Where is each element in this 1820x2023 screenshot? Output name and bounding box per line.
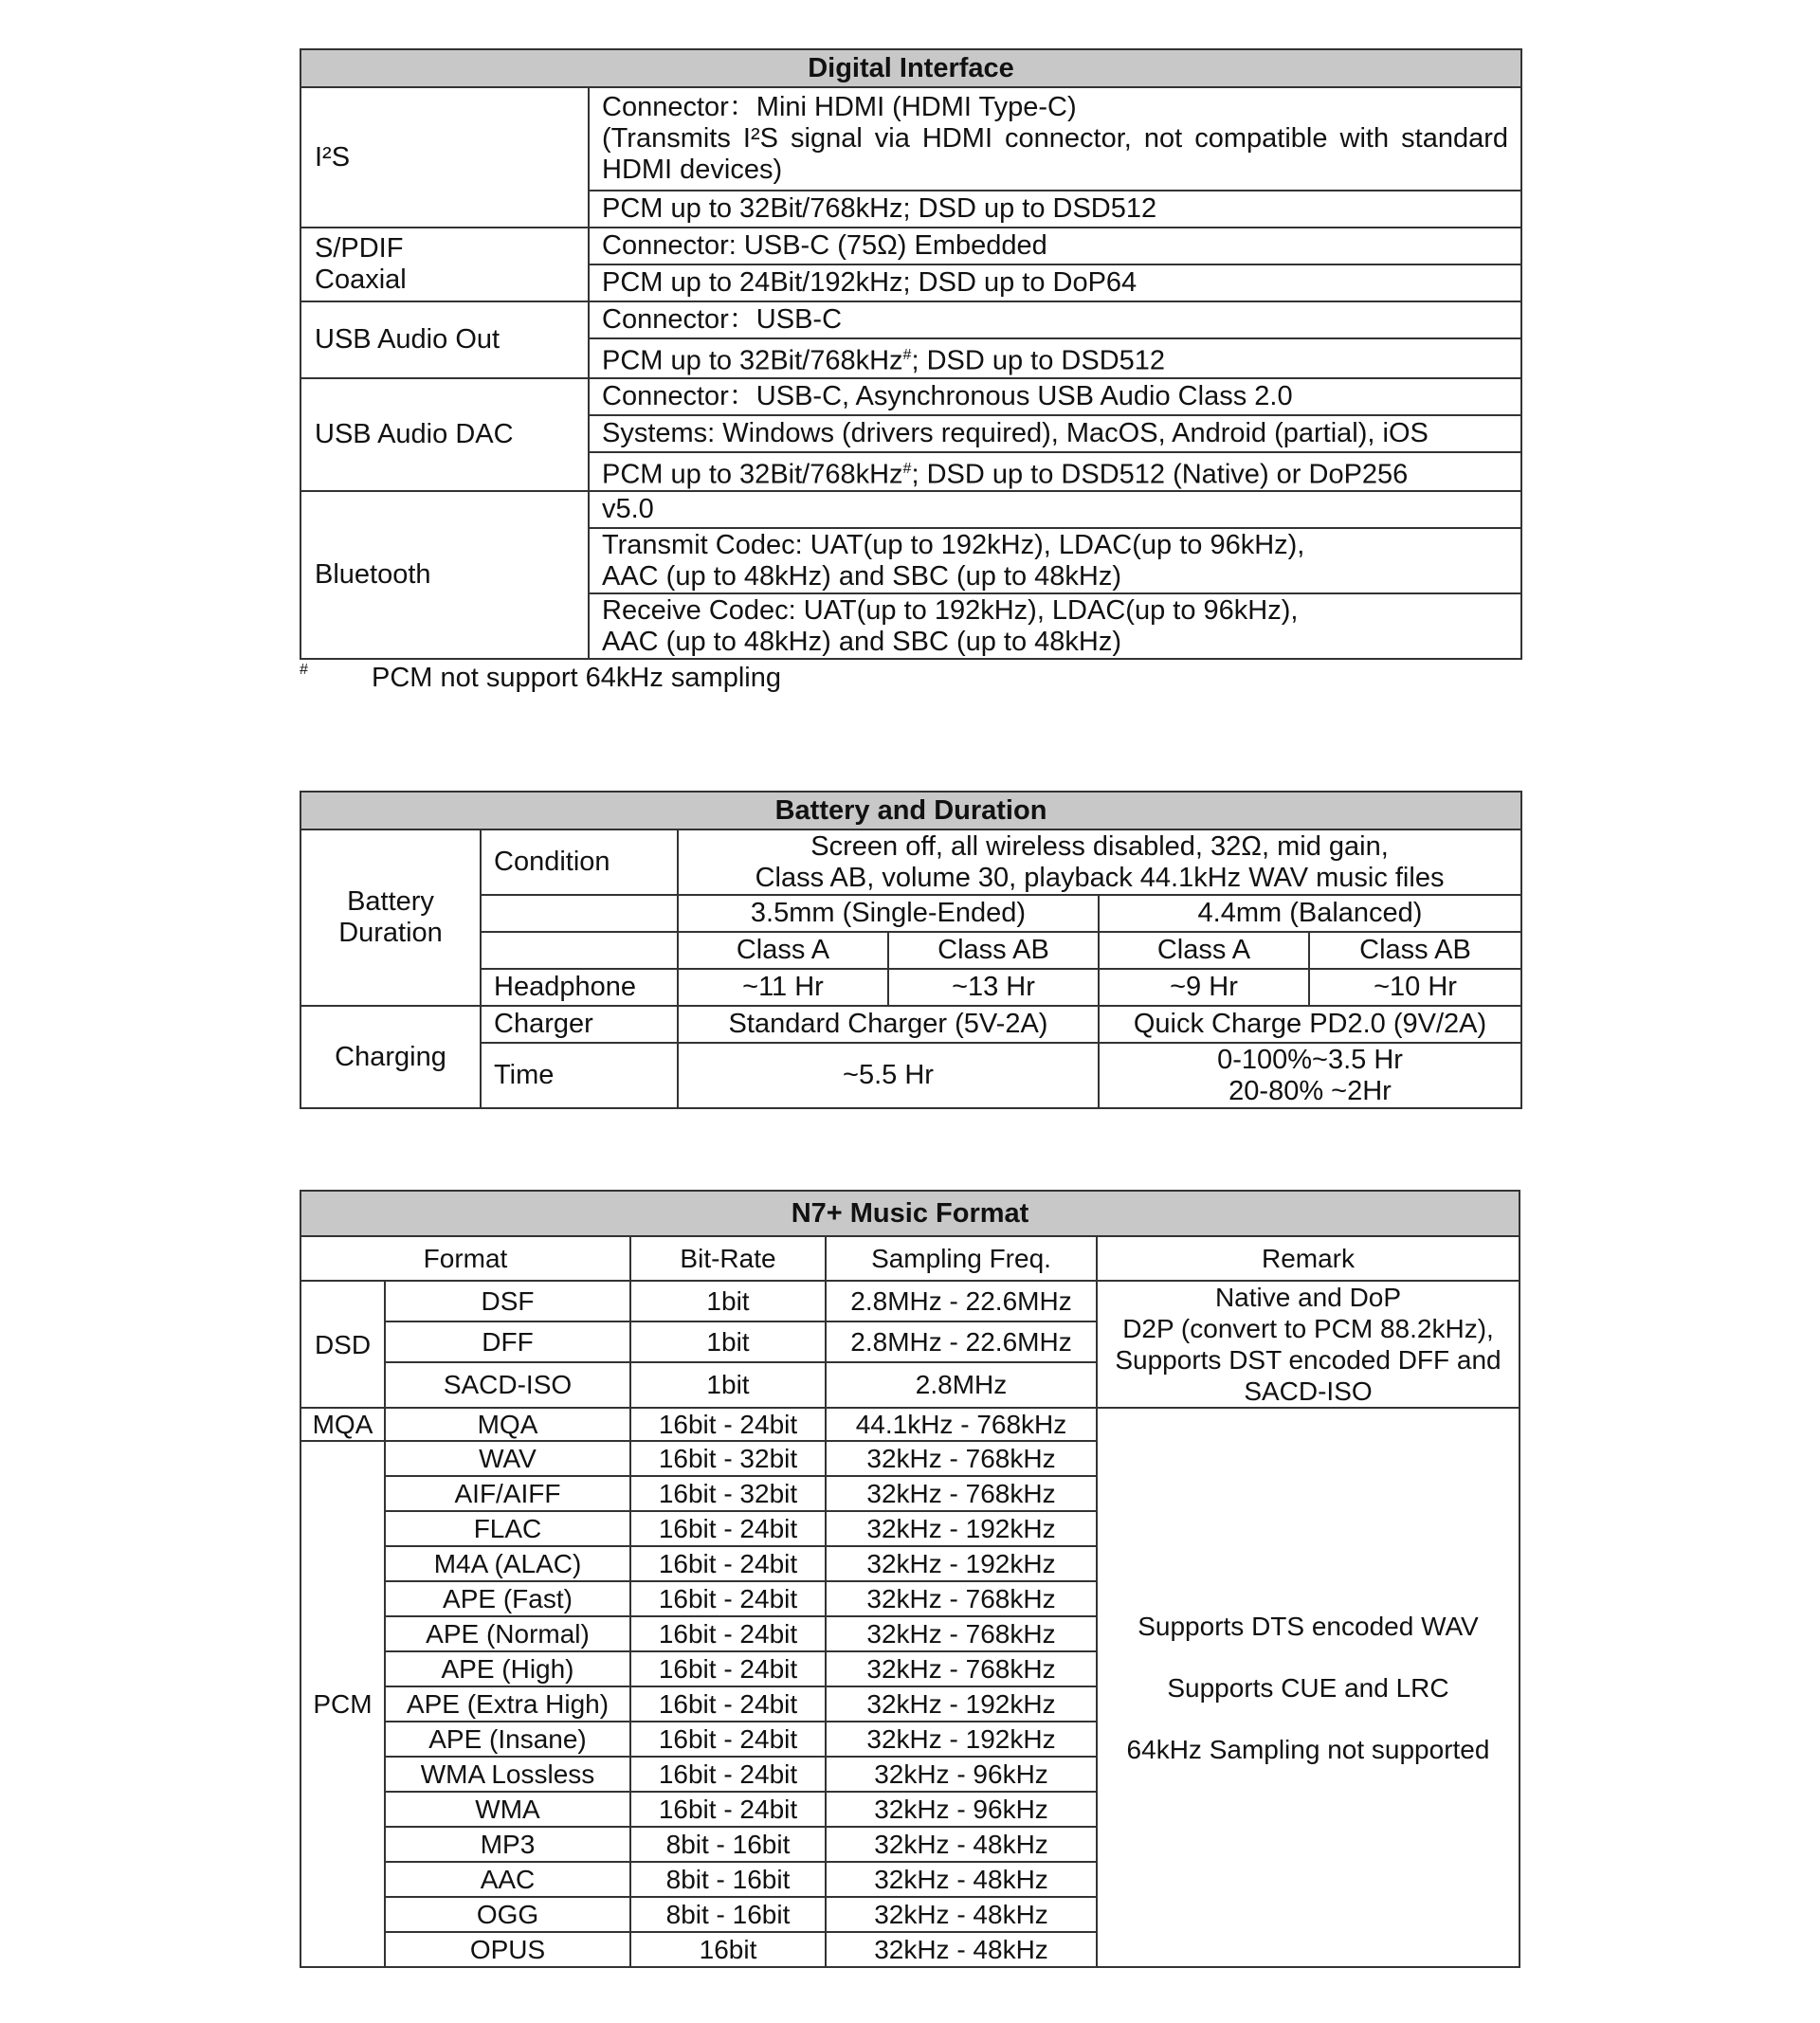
format-name: AIF/AIFF — [385, 1476, 630, 1511]
bal-class-ab: Class AB — [1309, 932, 1521, 969]
dsd-group-label: DSD — [300, 1281, 385, 1408]
pcm-group-label: PCM — [300, 1441, 385, 1967]
usb-audio-dac-formats-post: ; DSD up to DSD512 (Native) or DoP256 — [911, 459, 1409, 490]
header-bitrate: Bit-Rate — [630, 1236, 826, 1281]
battery-label-line2: Duration — [338, 918, 443, 948]
format-name: APE (Fast) — [385, 1581, 630, 1616]
se-class-a: Class A — [678, 932, 888, 969]
time-label: Time — [481, 1043, 678, 1108]
dsd-remark-line4: SACD-ISO — [1244, 1376, 1373, 1406]
footnote-mark: # — [902, 347, 912, 363]
format-name: OPUS — [385, 1932, 630, 1967]
time-standard: ~5.5 Hr — [678, 1043, 1099, 1108]
format-name: M4A (ALAC) — [385, 1546, 630, 1581]
empty-cell — [481, 895, 678, 932]
format-bitrate: 8bit - 16bit — [630, 1827, 826, 1862]
format-freq: 32kHz - 48kHz — [826, 1862, 1097, 1897]
footnote-symbol: # — [300, 662, 308, 678]
format-name: DSF — [385, 1281, 630, 1321]
usb-audio-dac-formats-pre: PCM up to 32Bit/768kHz — [602, 459, 903, 490]
music-format-title: N7+ Music Format — [300, 1191, 1520, 1236]
format-name: APE (Insane) — [385, 1722, 630, 1757]
battery-duration-table — [300, 791, 1522, 1109]
format-freq: 32kHz - 96kHz — [826, 1792, 1097, 1827]
format-bitrate: 16bit - 24bit — [630, 1651, 826, 1686]
header-sampling: Sampling Freq. — [826, 1236, 1097, 1281]
se-class-ab: Class AB — [888, 932, 1099, 969]
format-name: WAV — [385, 1441, 630, 1476]
format-bitrate: 8bit - 16bit — [630, 1897, 826, 1932]
i2s-formats: PCM up to 32Bit/768kHz; DSD up to DSD512 — [589, 191, 1521, 228]
usb-audio-dac-connector: Connector：USB-C, Asynchronous USB Audio Class 2.0 — [589, 378, 1521, 415]
bluetooth-receive-line2: AAC (up to 48kHz) and SBC (up to 48kHz) — [602, 626, 1122, 657]
format-name: WMA — [385, 1792, 630, 1827]
condition-line2: Class AB, volume 30, playback 44.1kHz WAV music files — [755, 862, 1445, 893]
format-name: APE (Extra High) — [385, 1686, 630, 1722]
charger-standard: Standard Charger (5V-2A) — [678, 1006, 1099, 1043]
format-bitrate: 16bit — [630, 1932, 826, 1967]
format-freq: 32kHz - 768kHz — [826, 1651, 1097, 1686]
i2s-note: (Transmits I²S signal via HDMI connector, not compatible with standard HDMI devices) — [602, 123, 1508, 185]
format-bitrate: 16bit - 24bit — [630, 1792, 826, 1827]
format-freq: 32kHz - 768kHz — [826, 1476, 1097, 1511]
usb-audio-out-formats-post: ; DSD up to DSD512 — [911, 345, 1166, 376]
music-format-table — [300, 1190, 1520, 1968]
format-freq: 32kHz - 192kHz — [826, 1686, 1097, 1722]
bluetooth-receive-line1: Receive Codec: UAT(up to 192kHz), LDAC(up to 96kHz), — [602, 594, 1299, 626]
footnote — [300, 659, 1520, 697]
usb-audio-dac-formats — [589, 452, 1521, 492]
format-name: APE (Normal) — [385, 1616, 630, 1651]
spdif-label-line1: S/PDIF — [315, 233, 404, 264]
format-freq: 32kHz - 192kHz — [826, 1511, 1097, 1546]
digital-interface-title: Digital Interface — [300, 49, 1521, 87]
duration-se-class-a: ~11 Hr — [678, 969, 888, 1006]
footnote-mark: # — [902, 460, 912, 477]
mqa-group-label: MQA — [300, 1408, 385, 1441]
spdif-connector: Connector: USB-C (75Ω) Embedded — [589, 228, 1521, 264]
format-freq: 2.8MHz - 22.6MHz — [826, 1281, 1097, 1321]
time-quick — [1099, 1043, 1521, 1108]
usb-audio-out-connector: Connector：USB-C — [589, 301, 1521, 338]
i2s-connector-cell — [589, 87, 1521, 191]
format-freq: 32kHz - 192kHz — [826, 1546, 1097, 1581]
format-freq: 32kHz - 48kHz — [826, 1932, 1097, 1967]
output-balanced: 4.4mm (Balanced) — [1099, 895, 1521, 932]
usb-audio-out-formats-pre: PCM up to 32Bit/768kHz — [602, 345, 903, 376]
format-freq: 32kHz - 96kHz — [826, 1757, 1097, 1792]
footnote-text: PCM not support 64kHz sampling — [372, 663, 781, 693]
dsd-remark — [1097, 1281, 1520, 1408]
dsd-remark-line3: Supports DST encoded DFF and — [1115, 1345, 1502, 1375]
format-freq: 32kHz - 192kHz — [826, 1722, 1097, 1757]
format-name: DFF — [385, 1321, 630, 1362]
bluetooth-transmit-line2: AAC (up to 48kHz) and SBC (up to 48kHz) — [602, 560, 1122, 592]
format-bitrate: 16bit - 32bit — [630, 1476, 826, 1511]
format-bitrate: 16bit - 24bit — [630, 1686, 826, 1722]
format-name: SACD-ISO — [385, 1362, 630, 1408]
bal-class-a: Class A — [1099, 932, 1309, 969]
time-quick-line2: 20-80% ~2Hr — [1228, 1075, 1392, 1106]
bluetooth-transmit-line1: Transmit Codec: UAT(up to 192kHz), LDAC(up to 96kHz), — [602, 529, 1305, 560]
format-bitrate: 16bit - 24bit — [630, 1546, 826, 1581]
dsd-remark-line1: Native and DoP — [1214, 1283, 1402, 1312]
remark-dts: Supports DTS encoded WAV — [1138, 1611, 1479, 1641]
battery-label-line1: Battery — [347, 886, 434, 917]
format-freq: 2.8MHz - 22.6MHz — [826, 1321, 1097, 1362]
usb-audio-dac-label: USB Audio DAC — [300, 378, 589, 492]
battery-duration-label — [300, 829, 481, 1006]
format-freq: 44.1kHz - 768kHz — [826, 1408, 1097, 1441]
format-name: APE (High) — [385, 1651, 630, 1686]
duration-bal-class-ab: ~10 Hr — [1309, 969, 1521, 1006]
format-bitrate: 16bit - 24bit — [630, 1722, 826, 1757]
duration-se-class-ab: ~13 Hr — [888, 969, 1099, 1006]
time-quick-line1: 0-100%~3.5 Hr — [1217, 1044, 1403, 1075]
format-name: WMA Lossless — [385, 1757, 630, 1792]
bluetooth-label: Bluetooth — [300, 491, 589, 659]
bluetooth-version: v5.0 — [589, 491, 1521, 528]
usb-audio-dac-systems: Systems: Windows (drivers required), MacOS, Android (partial), iOS — [589, 415, 1521, 452]
headphone-label: Headphone — [481, 969, 678, 1006]
condition-line1: Screen off, all wireless disabled, 32Ω, mid gain, — [810, 830, 1389, 862]
pcm-remark — [1097, 1408, 1520, 1967]
i2s-connector: Connector：Mini HDMI (HDMI Type-C) — [602, 92, 1077, 122]
format-freq: 32kHz - 768kHz — [826, 1616, 1097, 1651]
format-bitrate: 16bit - 24bit — [630, 1581, 826, 1616]
spdif-label-line2: Coaxial — [315, 264, 407, 295]
format-name: OGG — [385, 1897, 630, 1932]
bluetooth-receive-codec — [589, 593, 1521, 659]
duration-bal-class-a: ~9 Hr — [1099, 969, 1309, 1006]
format-bitrate: 16bit - 24bit — [630, 1511, 826, 1546]
format-freq: 32kHz - 768kHz — [826, 1441, 1097, 1476]
usb-audio-out-label: USB Audio Out — [300, 301, 589, 378]
output-single-ended: 3.5mm (Single-Ended) — [678, 895, 1099, 932]
header-format: Format — [300, 1236, 630, 1281]
battery-title: Battery and Duration — [300, 792, 1521, 829]
format-bitrate: 1bit — [630, 1321, 826, 1362]
charger-quick: Quick Charge PD2.0 (9V/2A) — [1099, 1006, 1521, 1043]
format-freq: 32kHz - 48kHz — [826, 1897, 1097, 1932]
format-name: MQA — [385, 1408, 630, 1441]
format-name: AAC — [385, 1862, 630, 1897]
condition-value — [678, 829, 1521, 895]
format-freq: 2.8MHz — [826, 1362, 1097, 1408]
usb-audio-out-formats — [589, 338, 1521, 378]
remark-64k: 64kHz Sampling not supported — [1126, 1734, 1490, 1764]
dsd-remark-line2: D2P (convert to PCM 88.2kHz), — [1122, 1314, 1494, 1343]
format-bitrate: 16bit - 24bit — [630, 1408, 826, 1441]
format-name: MP3 — [385, 1827, 630, 1862]
format-bitrate: 16bit - 24bit — [630, 1616, 826, 1651]
charger-label: Charger — [481, 1006, 678, 1043]
format-freq: 32kHz - 768kHz — [826, 1581, 1097, 1616]
digital-interface-table — [300, 48, 1522, 660]
empty-cell — [481, 932, 678, 969]
format-freq: 32kHz - 48kHz — [826, 1827, 1097, 1862]
format-bitrate: 1bit — [630, 1362, 826, 1408]
format-bitrate: 16bit - 24bit — [630, 1757, 826, 1792]
condition-label: Condition — [481, 829, 678, 895]
charging-label: Charging — [300, 1006, 481, 1108]
format-name: FLAC — [385, 1511, 630, 1546]
format-bitrate: 16bit - 32bit — [630, 1441, 826, 1476]
format-bitrate: 1bit — [630, 1281, 826, 1321]
spdif-label — [300, 228, 589, 301]
i2s-label: I²S — [300, 87, 589, 228]
format-bitrate: 8bit - 16bit — [630, 1862, 826, 1897]
bluetooth-transmit-codec — [589, 528, 1521, 593]
spdif-formats: PCM up to 24Bit/192kHz; DSD up to DoP64 — [589, 264, 1521, 301]
remark-cue: Supports CUE and LRC — [1167, 1672, 1449, 1703]
header-remark: Remark — [1097, 1236, 1520, 1281]
